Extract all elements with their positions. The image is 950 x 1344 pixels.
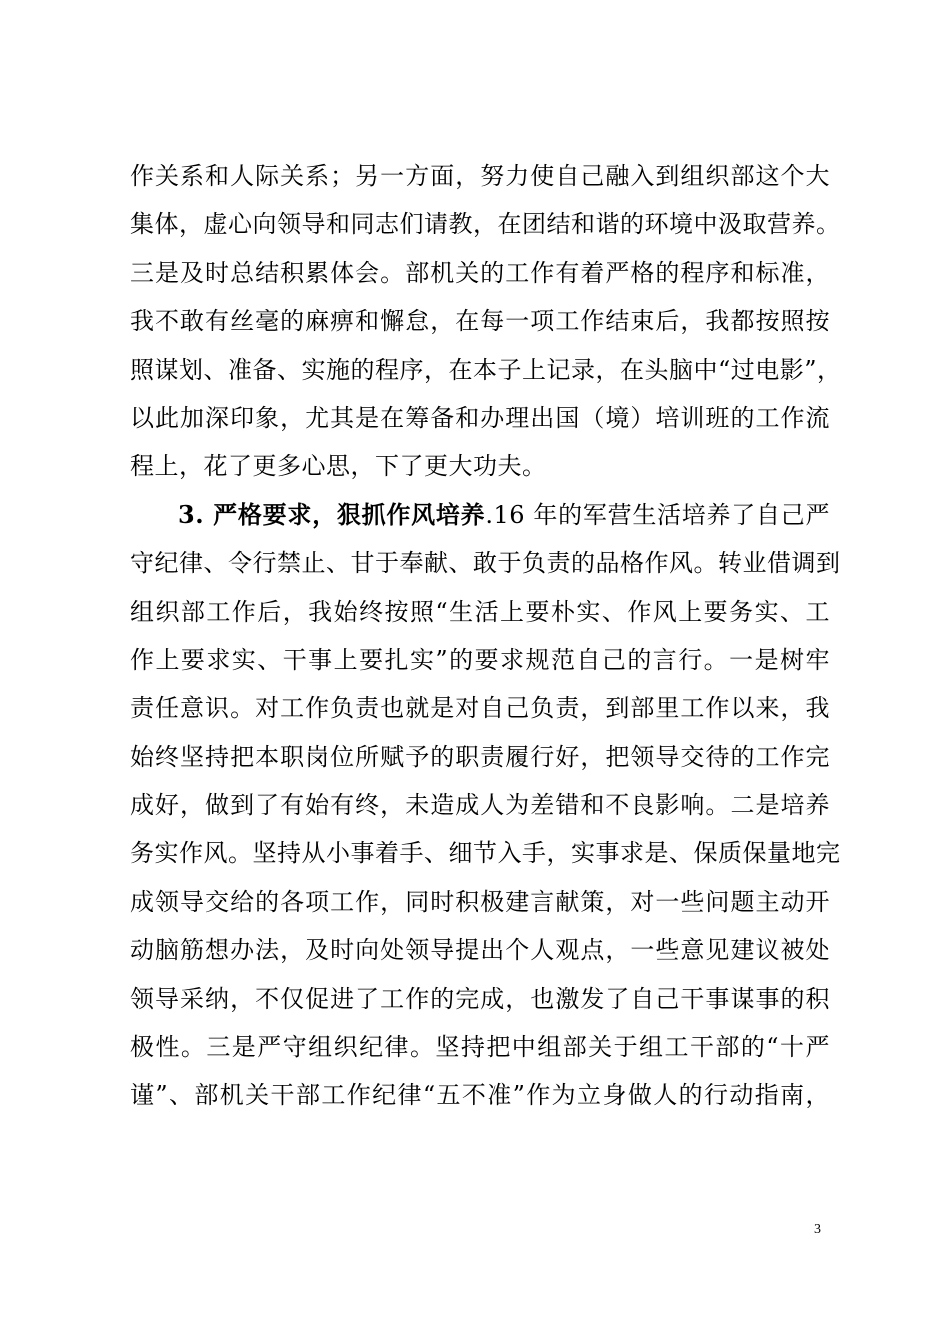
paragraph-line: 成好，做到了有始有终，未造成人为差错和不良影响。二是培养 (130, 791, 830, 820)
paragraph-line: 我不敢有丝毫的麻痹和懈怠，在每一项工作结束后，我都按照按 (130, 307, 830, 336)
paragraph-line: 作上要求实、干事上要扎实”的要求规范自己的言行。一是树牢 (130, 645, 830, 674)
paragraph-line: 以此加深印象，尤其是在筹备和办理出国（境）培训班的工作流 (130, 403, 830, 432)
paragraph-line: 守纪律、令行禁止、甘于奉献、敢于负责的品格作风。转业借调到 (130, 549, 841, 578)
paragraph-line: 谨”、部机关干部工作纪律“五不准”作为立身做人的行动指南， (130, 1081, 830, 1110)
paragraph-line: 责任意识。对工作负责也就是对自己负责，到部里工作以来，我 (130, 694, 830, 723)
paragraph-line: 作关系和人际关系；另一方面，努力使自己融入到组织部这个大 (130, 162, 830, 190)
paragraph-line: 照谋划、准备、实施的程序，在本子上记录，在头脑中“过电影”， (130, 355, 842, 384)
paragraph-line: 动脑筋想办法，及时向处领导提出个人观点，一些意见建议被处 (130, 936, 830, 965)
paragraph-line: 组织部工作后，我始终按照“生活上要朴实、作风上要务实、工 (130, 597, 830, 626)
paragraph-line: 务实作风。坚持从小事着手、细节入手，实事求是、保质保量地完 (130, 839, 841, 868)
paragraph-line: 始终坚持把本职岗位所赋予的职责履行好，把领导交待的工作完 (130, 742, 830, 771)
paragraph-first-line (130, 491, 830, 539)
page-number: 3 (814, 1222, 821, 1237)
paragraph-line: 三是及时总结积累体会。部机关的工作有着严格的程序和标准， (130, 258, 830, 287)
paragraph-line: 程上，花了更多心思，下了更大功夫。 (130, 452, 547, 481)
paragraph-line: 领导采纳，不仅促进了工作的完成，也激发了自己干事谋事的积 (130, 984, 830, 1013)
paragraph-line: 成领导交给的各项工作，同时积极建言献策，对一些问题主动开 (130, 887, 830, 916)
paragraph-line: 极性。三是严守组织纪律。坚持把中组部关于组工干部的“十严 (130, 1033, 830, 1062)
paragraph-text: .16 年的军营生活培养了自己严 (485, 500, 830, 529)
section-heading: 3. 严格要求，狠抓作风培养 (178, 499, 486, 529)
body-text (130, 152, 842, 1120)
paragraph-line: 集体，虚心向领导和同志们请教，在团结和谐的环境中汲取营养。 (130, 210, 841, 239)
